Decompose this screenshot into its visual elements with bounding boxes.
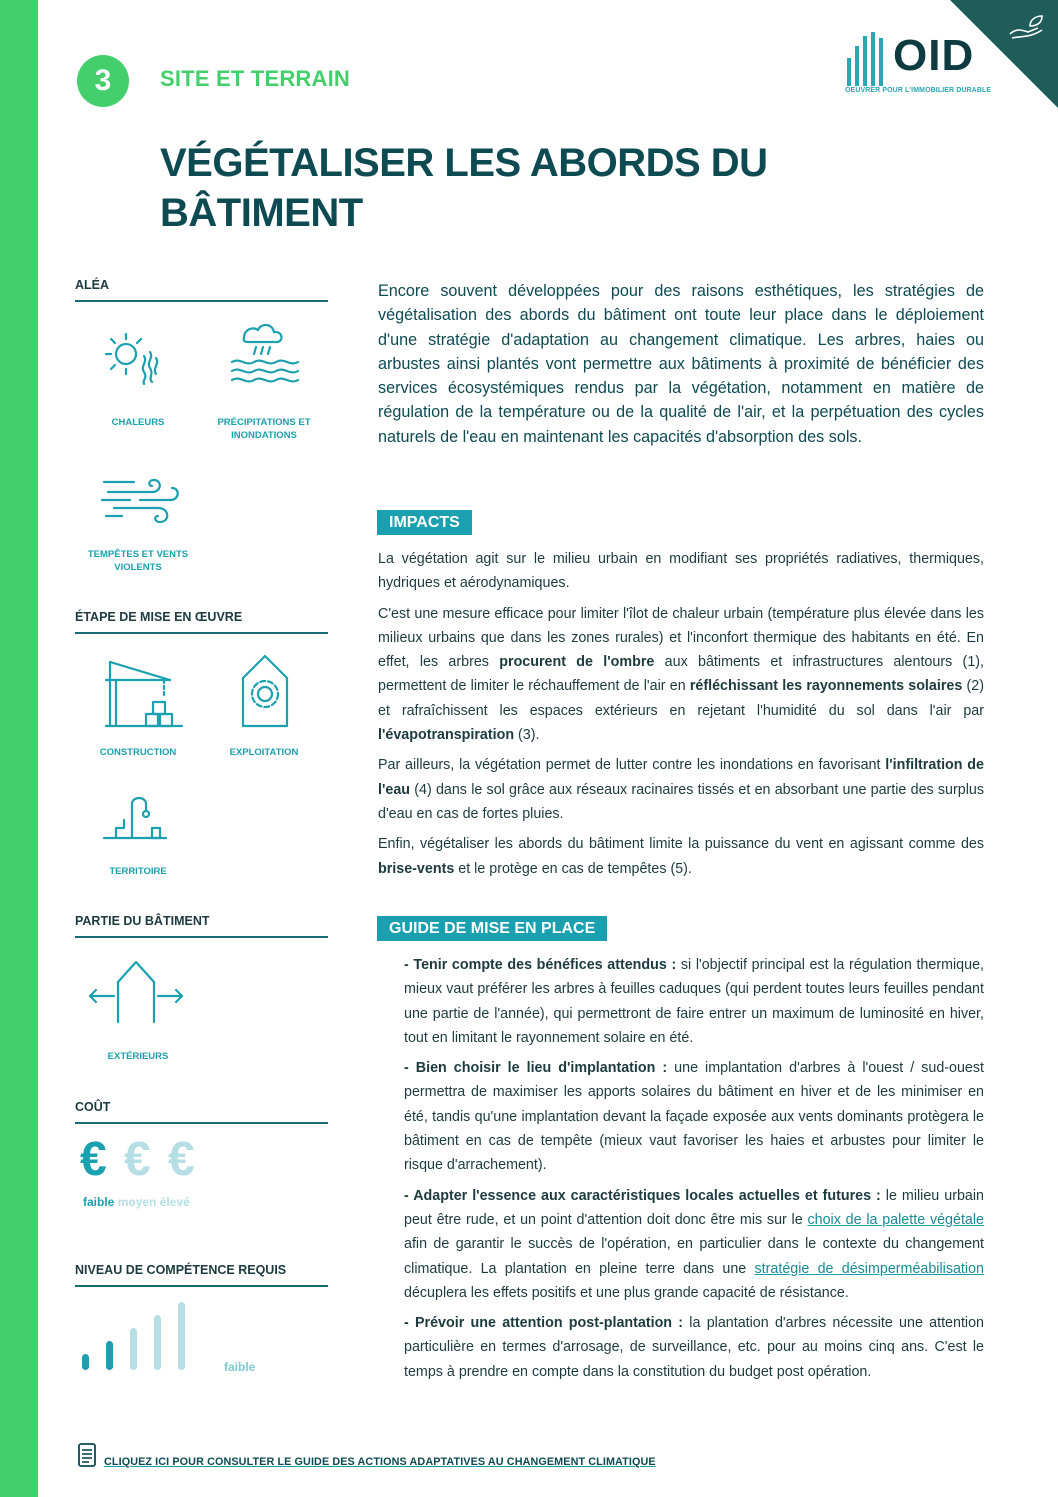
guide-item-3-text-1: le milieu urbain peut être rude, et un point d'attention doit donc être mis sur le: [404, 1187, 984, 1228]
sun-heat-icon: [100, 322, 162, 388]
wind-icon: [100, 474, 184, 526]
guide-item-3: [404, 1184, 984, 1305]
impacts-p2-text-a: C'est une mesure efficace pour limiter l'îlot de chaleur urbain (température plus élevée dans les milieux urbains que dans les zones rurales) et l'inconfort thermique des habitants en été. En effet, les arbres: [378, 605, 984, 671]
impacts-p2-bold-reflect: réfléchissant les rayonnements solaires: [689, 678, 963, 695]
impacts-p3-text-a: Par ailleurs, la végétation permet de lutter contre les inondations en favorisant: [378, 757, 886, 774]
impacts-body: [378, 547, 984, 887]
alea-caption-precipitations: [206, 416, 322, 442]
etape-caption-exploitation: EXPLOITATION: [229, 747, 299, 758]
impacts-p2-text-g: (3).: [514, 727, 540, 744]
palette-vegetale-link[interactable]: choix de la palette végétale: [807, 1211, 984, 1228]
desimpermeabilisation-link[interactable]: stratégie de désimperméabilisation: [754, 1260, 984, 1277]
impacts-paragraph-3: [378, 753, 984, 826]
impacts-p2-bold-evapo: l'évapotranspiration: [378, 727, 515, 744]
cost-label-eleve: élevé: [159, 1195, 190, 1209]
guide-item-2: [404, 1056, 984, 1177]
guide-item-3-text-2: afin de garantir le succès de l'opération, en particulier dans le contexte du changement climatique. La plantation en pleine terre dans une: [404, 1236, 984, 1277]
title-line-2: BÂTIMENT: [160, 191, 363, 235]
house-exterior-arrows-icon: [86, 958, 186, 1024]
left-accent-bar: [0, 0, 38, 1497]
guide-body: [404, 953, 984, 1390]
competence-label: NIVEAU DE COMPÉTENCE REQUIS: [75, 1263, 287, 1277]
partie-divider: [75, 936, 328, 938]
impacts-p4-text-c: et le protège en cas de tempêtes (5).: [454, 860, 692, 877]
alea-caption-tempetes-line2: VIOLENTS: [114, 562, 162, 573]
cost-label-moyen: moyen: [117, 1195, 157, 1209]
logo-tagline: OEUVRER POUR L'IMMOBILIER DURABLE: [845, 87, 992, 94]
skill-bar-2: [106, 1341, 113, 1370]
chapter-title: SITE ET TERRAIN: [160, 66, 351, 91]
guide-item-2-title: - Bien choisir le lieu d'implantation :: [404, 1060, 668, 1077]
cost-level-eleve-euro-icon: €: [168, 1133, 195, 1186]
impacts-p2-bold-shade: procurent de l'ombre: [499, 654, 655, 671]
guide-item-2-text: une implantation d'arbres à l'ouest / sud-ouest permettra de maximiser les apports solaires du bâtiment en hiver et de les minimiser en été, tandis qu'une implantation devant la façade exposée aux vents dominants protègera le bâtiment en cas de tempête (mieux vaut favoriser les haies et arbustes pour limiter le risque d'arrachement).: [404, 1060, 985, 1174]
etape-divider: [75, 632, 328, 634]
gear-building-icon: [240, 652, 290, 730]
alea-caption-precipitations-line1: PRÉCIPITATIONS ET: [217, 417, 311, 428]
impacts-heading: IMPACTS: [377, 510, 472, 535]
etape-caption-construction: CONSTRUCTION: [99, 747, 177, 758]
skill-bar-3: [130, 1328, 137, 1370]
impacts-p4-text-a: Enfin, végétaliser les abords du bâtiment limite la puissance du vent en agissant comme des: [378, 836, 984, 853]
guide-item-3-title: - Adapter l'essence aux caractéristiques locales actuelles et futures :: [404, 1187, 881, 1204]
title-line-1: VÉGÉTALISER LES ABORDS DU: [160, 141, 768, 185]
impacts-p2-text-c: aux bâtiments et infrastructures alentours (1), permettent de limiter le réchauffement de l'air en: [378, 654, 984, 695]
alea-caption-chaleurs: CHALEURS: [111, 417, 165, 428]
skill-level-label: faible: [224, 1360, 256, 1374]
impacts-paragraph-4: [378, 832, 984, 881]
guide-item-4: [404, 1311, 984, 1384]
rain-flood-icon: [228, 320, 300, 386]
skill-level-bars: [80, 1300, 210, 1372]
guide-actions-link[interactable]: CLIQUEZ ICI POUR CONSULTER LE GUIDE DES ACTIONS ADAPTATIVES AU CHANGEMENT CLIMATIQUE: [104, 1456, 656, 1468]
guide-item-4-title: - Prévoir une attention post-plantation :: [404, 1315, 684, 1332]
alea-label: ALÉA: [75, 278, 110, 292]
alea-caption-tempetes-line1: TEMPÊTES ET VENTS: [87, 549, 189, 560]
guide-item-1-title: - Tenir compte des bénéfices attendus :: [404, 957, 677, 973]
partie-label: PARTIE DU BÂTIMENT: [75, 914, 210, 928]
cost-labels: [83, 1195, 190, 1209]
logo-name: OID: [893, 31, 975, 80]
alea-caption-precipitations-line2: INONDATIONS: [231, 430, 297, 441]
cost-level-moyen-euro-icon: €: [124, 1133, 151, 1186]
etape-label: ÉTAPE DE MISE EN ŒUVRE: [75, 610, 243, 624]
crane-construction-icon: [104, 658, 184, 728]
guide-heading: GUIDE DE MISE EN PLACE: [377, 916, 607, 941]
chapter-number-badge: 3: [77, 55, 129, 107]
skill-bar-4: [154, 1315, 161, 1370]
etape-caption-territoire: TERRITOIRE: [109, 866, 167, 877]
impacts-p3-text-c: (4) dans le sol grâce aux réseaux racinaires tissés et en absorbant une partie des surplus d'eau en cas de fortes pluies.: [378, 781, 984, 822]
hand-leaf-icon: [1008, 14, 1046, 40]
cout-divider: [75, 1122, 328, 1124]
cout-label: COÛT: [75, 1100, 111, 1114]
skill-bar-5: [178, 1302, 185, 1370]
guide-item-1-text: si l'objectif principal est la régulation thermique, mieux vaut préférer les arbres à feuilles caduques (qui perdent toutes leurs feuilles pendant une partie de l'année), qui permettront de faire entrer un maximum de luminosité en hiver, tout en limitant le rayonnement solaire en été.: [404, 957, 984, 1046]
alea-divider: [75, 300, 328, 302]
guide-item-3-text-3: décuplera les effets positifs et une plus grande capacité de résistance.: [404, 1284, 849, 1301]
skill-bar-1: [82, 1354, 89, 1370]
cost-level-faible-euro-icon: €: [80, 1133, 107, 1186]
competence-divider: [75, 1285, 328, 1287]
cost-label-faible: faible: [83, 1195, 115, 1209]
impacts-p3-bold-infiltration: l'infiltration de l'eau: [378, 757, 984, 798]
impacts-p4-bold-windbreak: brise-vents: [378, 860, 455, 877]
impacts-p2-text-e: (2) et rafraîchissent les espaces extérieurs en rejetant l'humidité du sol dans l'air par: [378, 678, 984, 719]
partie-caption-exterieurs: EXTÉRIEURS: [107, 1051, 169, 1062]
guide-item-4-text: la plantation d'arbres nécessite une attention particulière en termes d'arrosage, de surveillance, etc. pour au moins cinq ans. C'est le temps à prendre en compte dans la constitution du budget post opération.: [404, 1315, 984, 1380]
page-title: [160, 138, 920, 238]
document-icon: [78, 1443, 96, 1467]
impacts-paragraph-2: [378, 602, 984, 748]
intro-paragraph: Encore souvent développées pour des raisons esthétiques, les stratégies de végétalisation des abords du bâtiment ont toute leur place dans le déploiement d'une stratégie d'adaptation au changement climatique. Les arbres, haies ou arbustes ainsi plantés vont permettre aux bâtiments à proximité de bénéficier des services écosystémiques rendus par la végétation, notamment en matière de régulation de la température ou de la qualité de l'air, et la perpétuation des cycles naturels de l'eau en maintenant les capacités d'absorption des sols.: [378, 282, 984, 446]
impacts-paragraph-1: La végétation agit sur le milieu urbain en modifiant ses propriétés radiatives, thermiques, hydriques et aérodynamiques.: [378, 551, 984, 592]
guide-item-1: [404, 953, 984, 1050]
territory-streetlamp-icon: [102, 794, 168, 844]
alea-caption-tempetes: [77, 548, 199, 574]
